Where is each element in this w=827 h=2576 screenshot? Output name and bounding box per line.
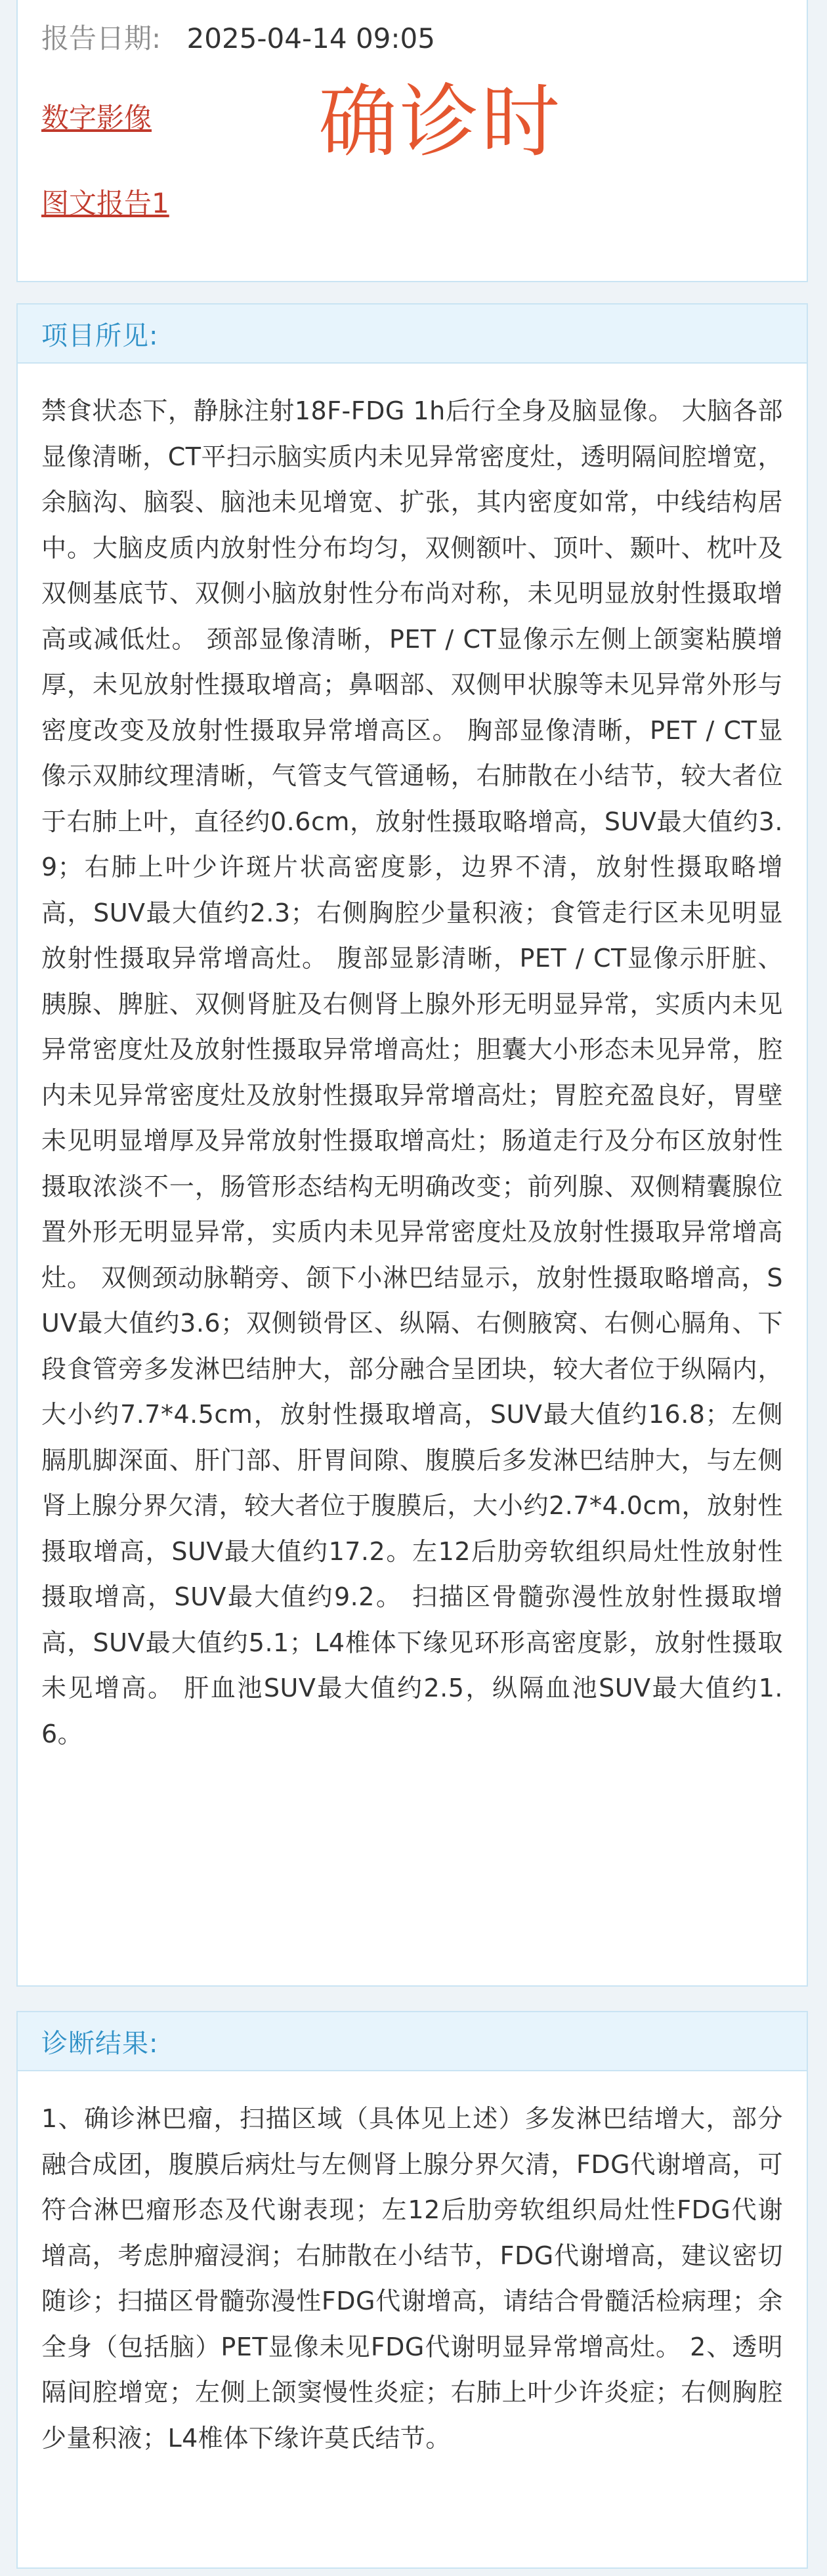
findings-card: [16, 303, 808, 1987]
findings-title: 项目所见:: [41, 320, 159, 351]
findings-header: [18, 305, 807, 364]
diagnosis-card: [16, 2011, 808, 2569]
report-date-row: [41, 22, 435, 55]
report-date-label: 报告日期:: [41, 22, 161, 54]
diagnosis-text: 1、确诊淋巴瘤，扫描区域（具体见上述）多发淋巴结增大，部分融合成团，腹膜后病灶与左侧肾上腺分界欠清，FDG代谢增高，可符合淋巴瘤形态及代谢表现；左12后肋旁软组织局灶性FDG代谢增高，考虑肿瘤浸润；右肺散在小结节，FDG代谢增高，建议密切随诊；扫描区骨髓弥漫性FDG代谢增高，请结合骨髓活检病理；余全身（包括脑）PET显像未见FDG代谢明显异常增高灶。 2、透明隔间腔增宽；左侧上颌窦慢性炎症；右肺上叶少许炎症；右侧胸腔少量积液；L4椎体下缘许莫氏结节。: [41, 2104, 783, 2453]
report-header-card: [16, 0, 808, 282]
diagnosis-stamp: 确诊时: [318, 77, 562, 168]
graphic-report-link[interactable]: 图文报告1: [41, 187, 169, 219]
diagnosis-title: 诊断结果:: [41, 2028, 159, 2059]
diagnosis-header: [18, 2012, 807, 2071]
digital-image-link[interactable]: 数字影像: [41, 102, 152, 134]
findings-text: 禁食状态下，静脉注射18F-FDG 1h后行全身及脑显像。 大脑各部显像清晰，CT平扫示脑实质内未见异常密度灶，透明隔间腔增宽，余脑沟、脑裂、脑池未见增宽、扩张，其内密度如常，中线结构居中。大脑皮质内放射性分布均匀，双侧额叶、顶叶、颞叶、枕叶及双侧基底节、双侧小脑放射性分布尚对称，未见明显放射性摄取增高或减低灶。 颈部显像清晰，PET / CT显像示左侧上颌窦粘膜增厚，未见放射性摄取增高；鼻咽部、双侧甲状腺等未见异常外形与密度改变及放射性摄取异常增高区。 胸部显像清晰，PET / CT显像示双肺纹理清晰，气管支气管通畅，右肺散在小结节，较大者位于右肺上叶，直径约0.6cm，放射性摄取略增高，SUV最大值约3.9；右肺上叶少许斑片状高密度影，边界不清，放射性摄取略增高，SUV最大值约2.3；右侧胸腔少量积液；食管走行区未见明显放射性摄取异常增高灶。 腹部显影清晰，PET / CT显像示肝脏、胰腺、脾脏、双侧肾脏及右侧肾上腺外形无明显异常，实质内未见异常密度灶及放射性摄取异常增高灶；胆囊大小形态未见异常，腔内未见异常密度灶及放射性摄取异常增高灶；胃腔充盈良好，胃壁未见明显增厚及异常放射性摄取增高灶；肠道走行及分布区放射性摄取浓淡不一，肠管形态结构无明确改变；前列腺、双侧精囊腺位置外形无明显异常，实质内未见异常密度灶及放射性摄取异常增高灶。 双侧颈动脉鞘旁、颌下小淋巴结显示，放射性摄取略增高，SUV最大值约3.6；双侧锁骨区、纵隔、右侧腋窝、右侧心膈角、下段食管旁多发淋巴结肿大，部分融合呈团块，较大者位于纵隔内，大小约7.7*4.5cm，放射性摄取增高，SUV最大值约16.8；左侧膈肌脚深面、肝门部、肝胃间隙、腹膜后多发淋巴结肿大，与左侧肾上腺分界欠清，较大者位于腹膜后，大小约2.7*4.0cm，放射性摄取增高，SUV最大值约17.2。左12后肋旁软组织局灶性放射性摄取增高，SUV最大值约9.2。 扫描区骨髓弥漫性放射性摄取增高，SUV最大值约5.1；L4椎体下缘见环形高密度影，放射性摄取未见增高。 肝血池SUV最大值约2.5，纵隔血池SUV最大值约1.6。: [41, 396, 783, 1748]
report-date-value: 2025-04-14 09:05: [186, 22, 435, 54]
